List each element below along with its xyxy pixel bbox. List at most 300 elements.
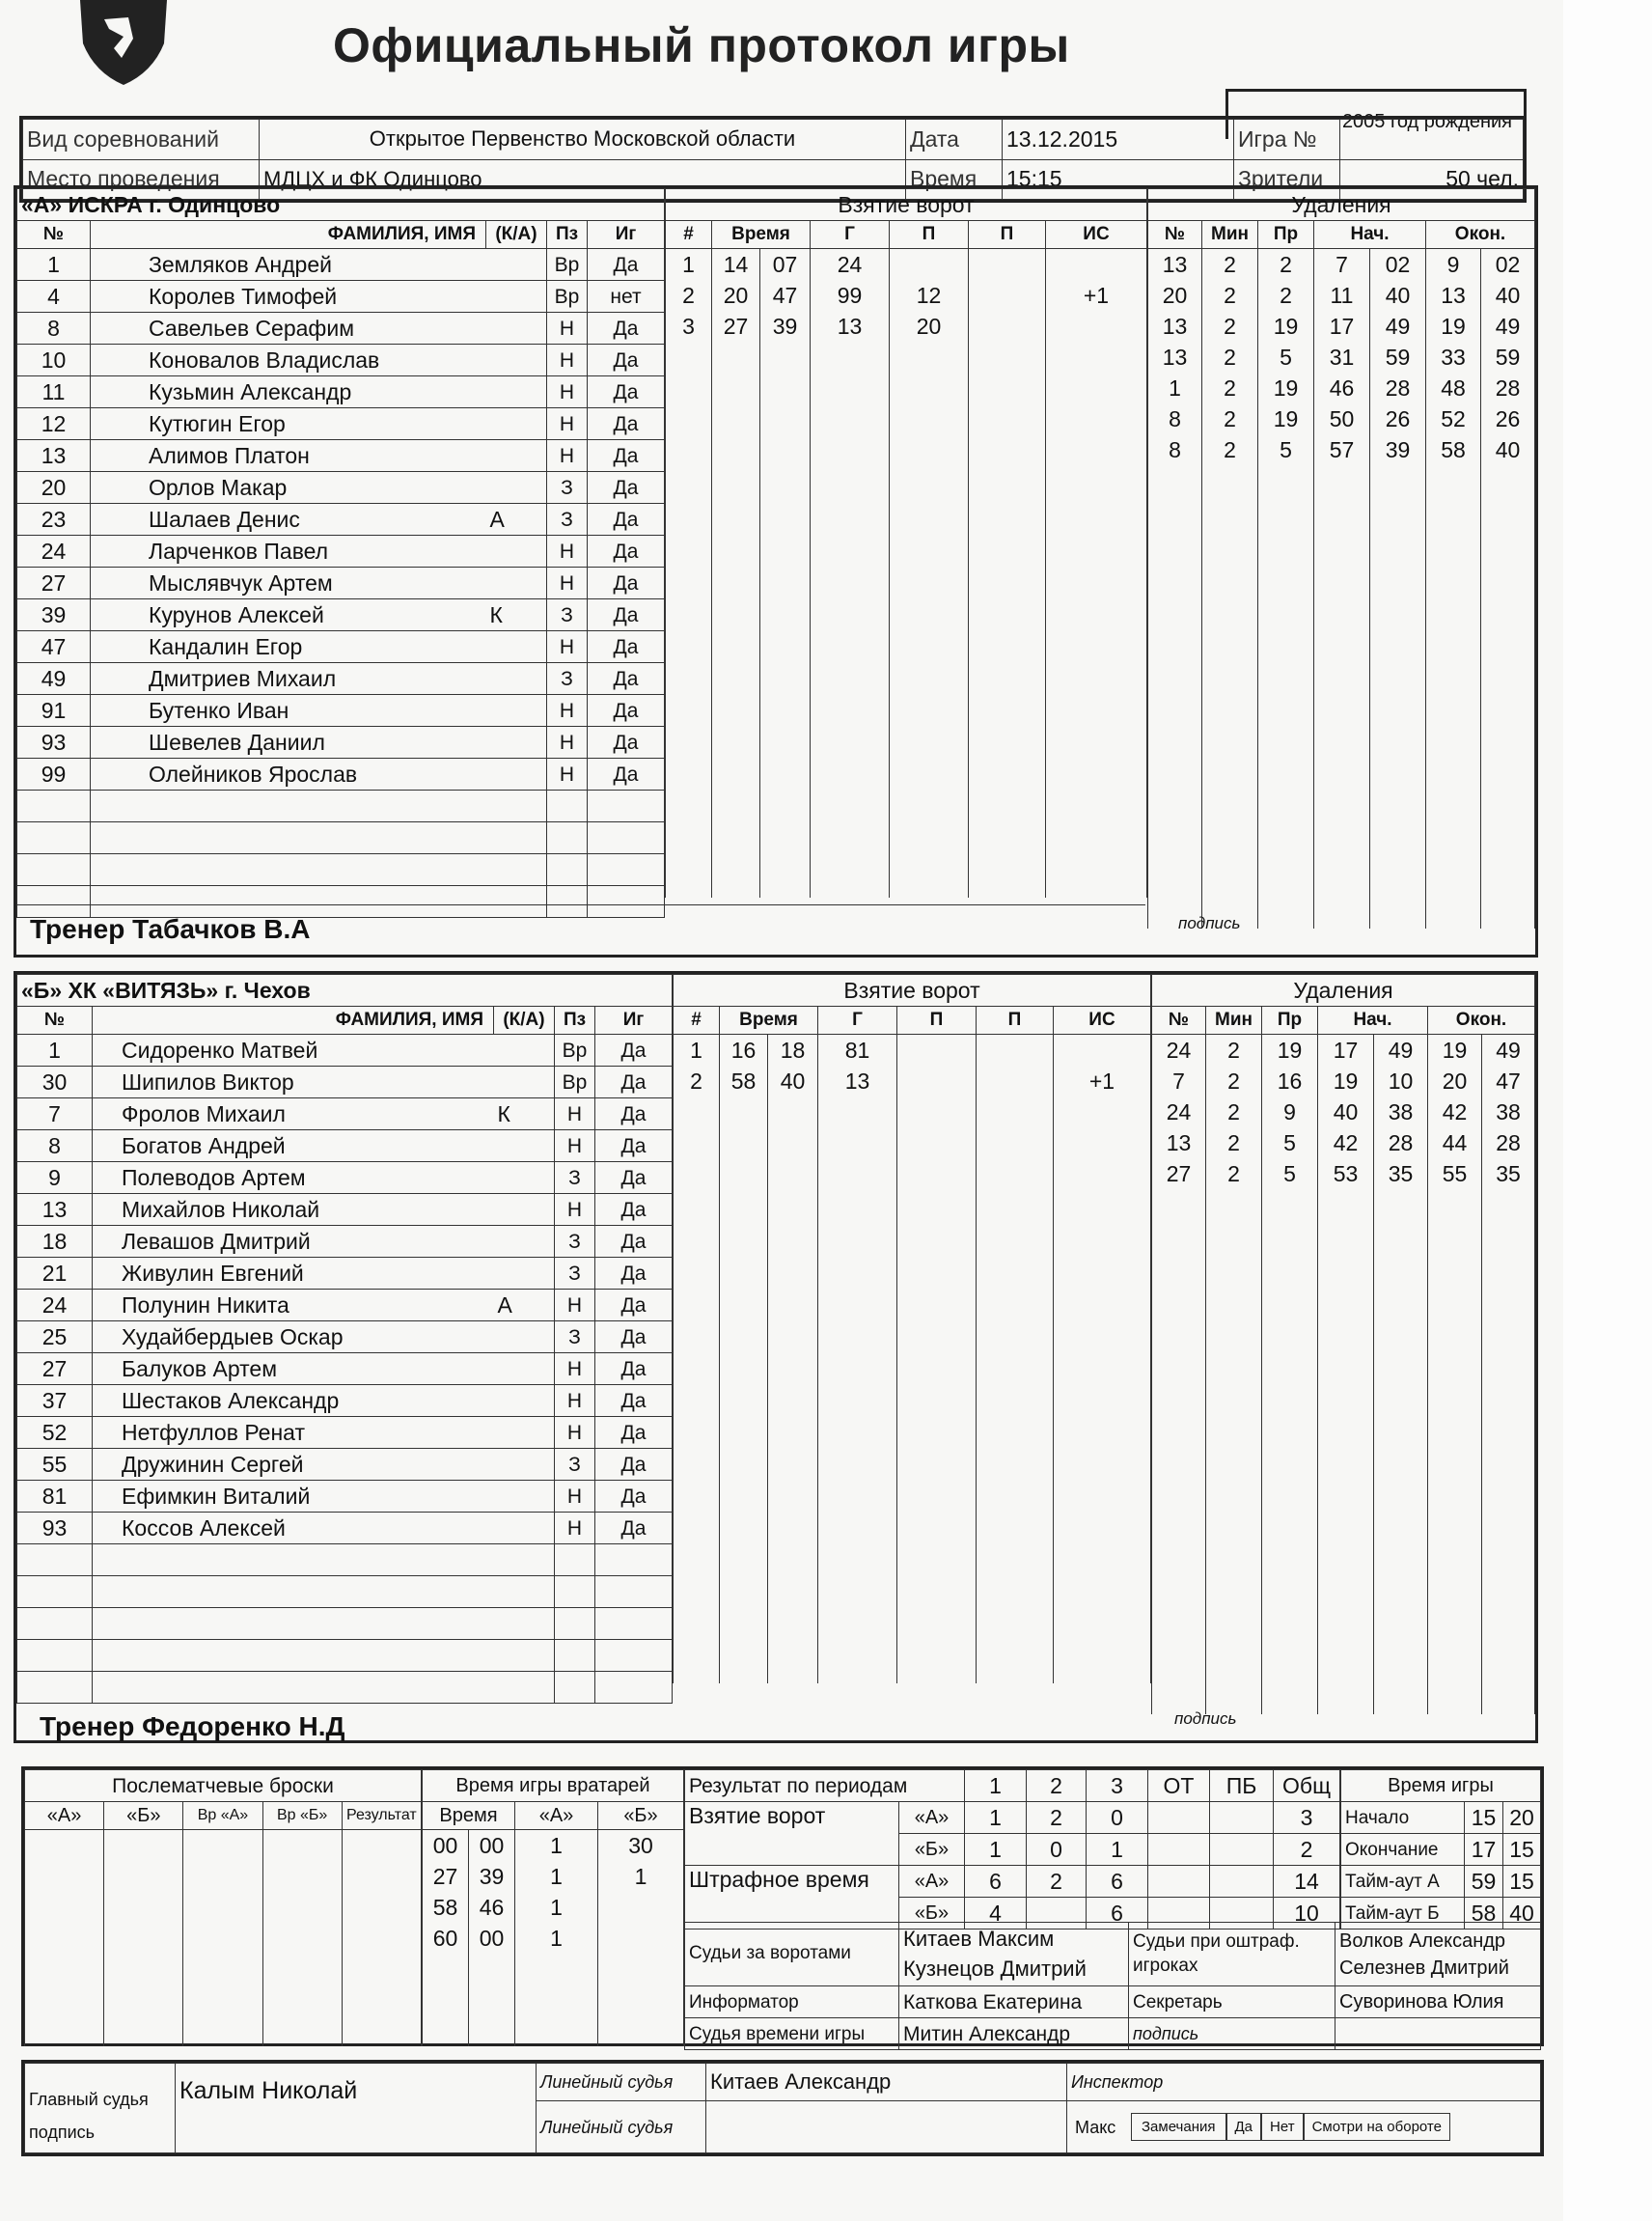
penalty-end-sec: 59 xyxy=(1481,342,1535,373)
goal-scorer xyxy=(818,1467,897,1498)
goal-second xyxy=(768,1344,818,1374)
penalty-start-min: 31 xyxy=(1314,342,1370,373)
team-a-name: «А» ИСКРА г. Одинцово xyxy=(17,189,665,221)
penalty-row xyxy=(1148,867,1535,898)
goal-assist-1 xyxy=(897,1251,977,1282)
penalty-end-sec: 49 xyxy=(1481,311,1535,342)
penalty-start-min xyxy=(1318,1189,1374,1220)
player-role xyxy=(494,1608,555,1640)
penalty-player: 13 xyxy=(1148,311,1202,342)
penalty-start-min xyxy=(1314,743,1370,774)
player-row xyxy=(17,1353,673,1385)
penalty-end-min: 19 xyxy=(1426,311,1481,342)
penalty-end-sec xyxy=(1482,1498,1535,1529)
player-row xyxy=(17,1098,673,1130)
player-role xyxy=(486,313,547,345)
goal-number xyxy=(666,651,712,681)
shootout-cell xyxy=(262,1954,342,1985)
penalty-start-sec xyxy=(1374,1220,1428,1251)
goal-second xyxy=(760,496,811,527)
player-role xyxy=(494,1544,555,1576)
penalty-reason: 5 xyxy=(1258,434,1314,465)
spectators-value: 50 чел. xyxy=(1340,159,1524,200)
period-so-head: ПБ xyxy=(1210,1770,1274,1802)
penalty-reason xyxy=(1258,589,1314,620)
goal-scorer xyxy=(811,743,890,774)
col-ka-b: (К/А) xyxy=(494,1007,555,1035)
penalty-end-sec: 28 xyxy=(1482,1127,1535,1158)
penalty-row xyxy=(1148,774,1535,805)
player-name: Сидоренко Матвей xyxy=(93,1035,494,1067)
player-number: 8 xyxy=(17,313,91,345)
goal-second: 07 xyxy=(760,249,811,281)
period-value: 4 xyxy=(965,1898,1027,1929)
goal-row xyxy=(674,1436,1151,1467)
goal-row xyxy=(666,434,1147,465)
player-role xyxy=(486,854,547,886)
penalty-minutes xyxy=(1202,836,1258,867)
shootout-cell xyxy=(342,1954,421,1985)
linesman-2 xyxy=(706,2101,1067,2153)
goal-minute xyxy=(712,651,760,681)
goal-assist-2 xyxy=(977,1127,1054,1158)
shootout-cell xyxy=(342,2015,421,2046)
goal-assist-2 xyxy=(969,620,1046,651)
goal-scorer xyxy=(811,620,890,651)
penalty-player xyxy=(1148,558,1202,589)
player-row xyxy=(17,1417,673,1449)
date-label: Дата xyxy=(906,120,1003,160)
penalty-minutes xyxy=(1206,1560,1262,1591)
goalie-b xyxy=(598,1985,684,2015)
player-number: 99 xyxy=(17,759,91,791)
penalty-end-min xyxy=(1426,589,1481,620)
col-pz-b: Пз xyxy=(555,1007,595,1035)
team-a-sign: подпись xyxy=(1178,914,1241,932)
goal-assist-2 xyxy=(969,681,1046,712)
goal-number xyxy=(674,1158,720,1189)
player-name: Балуков Артем xyxy=(93,1353,494,1385)
goal-number xyxy=(674,1282,720,1313)
player-position: Н xyxy=(555,1481,595,1513)
penalty-end-min: 13 xyxy=(1426,280,1481,311)
game-time-sec: 15 xyxy=(1503,1866,1541,1898)
penalty-end-min: 44 xyxy=(1428,1127,1482,1158)
penalty-start-sec xyxy=(1374,1344,1428,1374)
goal-minute xyxy=(720,1189,768,1220)
penalty-player xyxy=(1152,1282,1206,1313)
player-position: Н xyxy=(555,1353,595,1385)
goal-number xyxy=(666,743,712,774)
shootout-cell xyxy=(342,1985,421,2015)
penalty-start-sec xyxy=(1374,1529,1428,1560)
shootout-row xyxy=(25,1954,422,1985)
penalty-start-min: 11 xyxy=(1314,280,1370,311)
penalty-start-min xyxy=(1318,1622,1374,1652)
penalty-row xyxy=(1148,496,1535,527)
goal-assist-2 xyxy=(969,527,1046,558)
player-position: З xyxy=(547,472,588,504)
shootout-table xyxy=(24,1769,422,2046)
penalty-start-min: 17 xyxy=(1318,1035,1374,1067)
col-pen-no-b: № xyxy=(1152,1007,1206,1035)
goal-assist-2 xyxy=(977,1035,1054,1067)
penalty-start-min: 7 xyxy=(1314,249,1370,281)
penalty-minutes: 2 xyxy=(1206,1158,1262,1189)
penalty-player xyxy=(1148,620,1202,651)
goal-strength xyxy=(1046,620,1147,651)
player-name: Шевелев Даниил xyxy=(91,727,486,759)
goal-assist-2 xyxy=(977,1652,1054,1683)
linesman-1: Китаев Александр xyxy=(706,2064,1067,2101)
goal-number xyxy=(666,342,712,373)
goal-scorer xyxy=(811,373,890,403)
goalie-time-min xyxy=(423,1954,469,1985)
penalty-row xyxy=(1152,1622,1535,1652)
penalty-end-sec: 47 xyxy=(1482,1066,1535,1097)
player-number: 24 xyxy=(17,536,91,568)
period-row-label: Взятие ворот xyxy=(685,1802,899,1866)
shootout-row xyxy=(25,1985,422,2015)
timekeeper-label: Судья времени игры xyxy=(685,2018,899,2050)
penalty-start-sec xyxy=(1374,1652,1428,1683)
player-position xyxy=(555,1672,595,1704)
goal-row xyxy=(674,1220,1151,1251)
player-role xyxy=(494,1067,555,1098)
goal-number xyxy=(674,1652,720,1683)
player-role xyxy=(494,1513,555,1544)
player-row xyxy=(17,504,665,536)
period-value: 2 xyxy=(1274,1834,1340,1866)
penalty-row xyxy=(1148,527,1535,558)
player-number: 4 xyxy=(17,281,91,313)
goal-number: 1 xyxy=(674,1035,720,1067)
penalty-row xyxy=(1152,1313,1535,1344)
goal-assist-1 xyxy=(897,1652,977,1683)
goal-scorer xyxy=(818,1189,897,1220)
penalty-start-min xyxy=(1314,712,1370,743)
goal-judge-2: Кузнецов Дмитрий xyxy=(903,1956,1087,1981)
goal-assist-2 xyxy=(969,867,1046,898)
player-role xyxy=(486,791,547,822)
player-plays: Да xyxy=(588,727,665,759)
player-name: Бутенко Иван xyxy=(91,695,486,727)
penalty-end-min: 9 xyxy=(1426,249,1481,281)
game-time-title: Время игры xyxy=(1341,1770,1541,1802)
penalty-minutes xyxy=(1202,651,1258,681)
penalty-start-min xyxy=(1314,558,1370,589)
goal-scorer xyxy=(811,589,890,620)
goal-assist-1 xyxy=(890,558,969,589)
penalty-minutes xyxy=(1202,558,1258,589)
chief-referee: Калым Николай xyxy=(176,2064,537,2153)
goal-assist-2 xyxy=(977,1529,1054,1560)
goal-minute xyxy=(720,1127,768,1158)
penalty-start-min xyxy=(1314,805,1370,836)
goal-minute: 16 xyxy=(720,1035,768,1067)
goal-row xyxy=(674,1529,1151,1560)
shootout-cell xyxy=(183,2015,262,2046)
player-role xyxy=(486,345,547,376)
goal-assist-1 xyxy=(890,743,969,774)
penalty-player xyxy=(1148,527,1202,558)
goalie-time-title: Время игры вратарей xyxy=(423,1770,684,1802)
goal-assist-2 xyxy=(969,651,1046,681)
player-number xyxy=(17,1640,93,1672)
goal-scorer xyxy=(811,712,890,743)
goal-number xyxy=(666,867,712,898)
player-role xyxy=(494,1640,555,1672)
player-row xyxy=(17,1481,673,1513)
team-a-block xyxy=(14,185,1538,958)
penalty-row xyxy=(1152,1344,1535,1374)
penalty-reason xyxy=(1258,867,1314,898)
player-row xyxy=(17,695,665,727)
player-position: Н xyxy=(547,695,588,727)
penalty-player: 8 xyxy=(1148,403,1202,434)
penalty-start-sec xyxy=(1374,1313,1428,1344)
player-plays: Да xyxy=(595,1035,673,1067)
penalty-player: 7 xyxy=(1152,1066,1206,1097)
shootout-cell xyxy=(25,1954,104,1985)
player-name: Королев Тимофей xyxy=(91,281,486,313)
goal-assist-1 xyxy=(897,1405,977,1436)
player-plays xyxy=(595,1672,673,1704)
goal-strength xyxy=(1054,1591,1151,1622)
goal-scorer xyxy=(818,1622,897,1652)
goal-assist-1 xyxy=(897,1158,977,1189)
penalty-end-sec: 28 xyxy=(1481,373,1535,403)
player-plays: Да xyxy=(588,408,665,440)
goal-strength xyxy=(1054,1498,1151,1529)
penalty-minutes: 2 xyxy=(1202,342,1258,373)
penalty-end-min: 48 xyxy=(1426,373,1481,403)
shootout-cell xyxy=(104,1954,183,1985)
penalty-end-sec xyxy=(1482,1622,1535,1652)
penalty-end-min xyxy=(1428,1622,1482,1652)
goal-second xyxy=(760,681,811,712)
player-number: 93 xyxy=(17,727,91,759)
penalty-player xyxy=(1152,1189,1206,1220)
goal-assist-1 xyxy=(890,867,969,898)
player-position xyxy=(555,1608,595,1640)
player-name: Шалаев Денис xyxy=(91,504,486,536)
goal-scorer xyxy=(811,774,890,805)
penalty-start-min xyxy=(1318,1529,1374,1560)
officials-sign: подпись xyxy=(1129,2018,1335,2050)
penalty-minutes xyxy=(1202,743,1258,774)
period-value: 2 xyxy=(1027,1866,1087,1898)
col-goal-time: Время xyxy=(712,221,811,249)
secretary: Суворинова Юлия xyxy=(1335,1986,1541,2018)
goal-minute xyxy=(712,836,760,867)
player-position: Вр xyxy=(547,249,588,281)
player-role xyxy=(494,1130,555,1162)
goal-minute xyxy=(712,465,760,496)
goal-scorer xyxy=(811,465,890,496)
goal-number xyxy=(666,681,712,712)
player-role: К xyxy=(486,599,547,631)
player-plays: Да xyxy=(595,1194,673,1226)
penalty-start-sec: 49 xyxy=(1374,1035,1428,1067)
goal-row xyxy=(666,311,1147,342)
penalty-start-sec xyxy=(1370,527,1426,558)
penalty-player xyxy=(1152,1591,1206,1622)
player-role xyxy=(486,663,547,695)
penalty-start-sec xyxy=(1374,1467,1428,1498)
goal-scorer xyxy=(818,1220,897,1251)
goal-minute xyxy=(712,496,760,527)
period-value: 14 xyxy=(1274,1866,1340,1898)
penalty-end-sec xyxy=(1482,1282,1535,1313)
penalty-player xyxy=(1148,743,1202,774)
player-role xyxy=(486,281,547,313)
goalie-time-col-time: Время xyxy=(423,1802,515,1830)
penalty-row xyxy=(1152,1127,1535,1158)
goal-strength xyxy=(1054,1035,1151,1067)
player-number: 27 xyxy=(17,1353,93,1385)
goal-scorer: 13 xyxy=(818,1066,897,1097)
shootout-cell xyxy=(183,1985,262,2015)
informer-label: Информатор xyxy=(685,1986,899,2018)
goal-strength xyxy=(1054,1374,1151,1405)
period-value: 0 xyxy=(1087,1802,1148,1834)
penalty-end-sec xyxy=(1482,1189,1535,1220)
col-no-b: № xyxy=(17,1007,93,1035)
goal-scorer xyxy=(818,1313,897,1344)
goal-scorer: 99 xyxy=(811,280,890,311)
team-b-name: «Б» ХК «ВИТЯЗЬ» г. Чехов xyxy=(17,975,673,1007)
penalty-row xyxy=(1152,1189,1535,1220)
penalty-end-min: 33 xyxy=(1426,342,1481,373)
goal-second xyxy=(760,465,811,496)
goal-row xyxy=(666,805,1147,836)
goal-second xyxy=(768,1220,818,1251)
player-plays: Да xyxy=(595,1290,673,1321)
penalty-row xyxy=(1152,1560,1535,1591)
penalty-end-min xyxy=(1428,1220,1482,1251)
goal-strength xyxy=(1054,1467,1151,1498)
goalie-b xyxy=(598,1892,684,1923)
penalty-player xyxy=(1152,1220,1206,1251)
shootout-cell xyxy=(183,1861,262,1892)
competition-label: Вид соревнований xyxy=(23,120,260,160)
shootout-col: Вр «Б» xyxy=(262,1802,342,1830)
goal-assist-1 xyxy=(897,1467,977,1498)
player-position: З xyxy=(555,1226,595,1258)
goal-minute: 20 xyxy=(712,280,760,311)
remarks-no: Нет xyxy=(1261,2113,1304,2141)
goal-row xyxy=(666,527,1147,558)
col-goal-no: # xyxy=(666,221,712,249)
player-name xyxy=(91,886,486,918)
goal-strength xyxy=(1046,465,1147,496)
player-number: 20 xyxy=(17,472,91,504)
goal-minute xyxy=(712,867,760,898)
goal-row xyxy=(666,558,1147,589)
goal-row xyxy=(666,465,1147,496)
penalty-player xyxy=(1152,1436,1206,1467)
goal-scorer xyxy=(818,1374,897,1405)
penalty-reason xyxy=(1258,774,1314,805)
player-name: Земляков Андрей xyxy=(91,249,486,281)
player-number: 30 xyxy=(17,1067,93,1098)
goal-minute xyxy=(712,743,760,774)
goal-number xyxy=(674,1560,720,1591)
goal-minute xyxy=(720,1529,768,1560)
penalty-start-min: 17 xyxy=(1314,311,1370,342)
goal-second xyxy=(768,1529,818,1560)
player-row xyxy=(17,1385,673,1417)
player-name xyxy=(93,1544,494,1576)
goal-assist-2 xyxy=(969,774,1046,805)
goalie-b: 30 xyxy=(598,1830,684,1862)
goal-assist-2 xyxy=(977,1097,1054,1127)
goal-scorer xyxy=(811,558,890,589)
goal-second xyxy=(768,1405,818,1436)
penalty-start-sec xyxy=(1374,1560,1428,1591)
penalty-reason xyxy=(1262,1251,1318,1282)
goal-assist-1 xyxy=(897,1035,977,1067)
goal-minute xyxy=(720,1498,768,1529)
goal-scorer xyxy=(818,1127,897,1158)
penalty-start-sec xyxy=(1374,1251,1428,1282)
penalty-minutes xyxy=(1206,1436,1262,1467)
player-role xyxy=(486,822,547,854)
player-name: Кузьмин Александр xyxy=(91,376,486,408)
period-value: 2 xyxy=(1027,1802,1087,1834)
goal-scorer xyxy=(818,1652,897,1683)
birth-year: 2005 год рождения xyxy=(1341,111,1512,132)
player-role: А xyxy=(494,1290,555,1321)
player-position xyxy=(547,886,588,918)
goal-assist-1 xyxy=(897,1374,977,1405)
period-value: 6 xyxy=(965,1866,1027,1898)
penalty-end-min xyxy=(1428,1405,1482,1436)
penalty-start-min xyxy=(1318,1498,1374,1529)
penalty-player xyxy=(1148,681,1202,712)
goal-assist-2 xyxy=(969,249,1046,281)
player-row xyxy=(17,249,665,281)
player-row xyxy=(17,791,665,822)
player-number: 39 xyxy=(17,599,91,631)
penalty-end-min: 42 xyxy=(1428,1097,1482,1127)
player-role xyxy=(494,1258,555,1290)
team-a-goals xyxy=(665,188,1147,898)
team-b-penalties xyxy=(1151,974,1535,1728)
penalty-minutes xyxy=(1202,465,1258,496)
see-back: Смотри на обороте xyxy=(1304,2113,1450,2141)
penalty-end-min xyxy=(1428,1529,1482,1560)
penalty-row xyxy=(1152,1282,1535,1313)
goal-second xyxy=(760,774,811,805)
goal-row xyxy=(674,1313,1151,1344)
penalty-reason xyxy=(1262,1591,1318,1622)
spectators-label: Зрители xyxy=(1234,159,1340,200)
penalty-start-min xyxy=(1318,1560,1374,1591)
goal-assist-1 xyxy=(890,434,969,465)
goal-assist-2 xyxy=(977,1591,1054,1622)
game-time-label: Тайм-аут А xyxy=(1341,1866,1465,1898)
goal-minute xyxy=(712,558,760,589)
goal-row xyxy=(666,496,1147,527)
penalty-start-sec: 28 xyxy=(1370,373,1426,403)
player-row xyxy=(17,376,665,408)
penalty-start-min xyxy=(1314,651,1370,681)
goal-number xyxy=(674,1344,720,1374)
player-plays xyxy=(595,1608,673,1640)
player-position xyxy=(555,1640,595,1672)
